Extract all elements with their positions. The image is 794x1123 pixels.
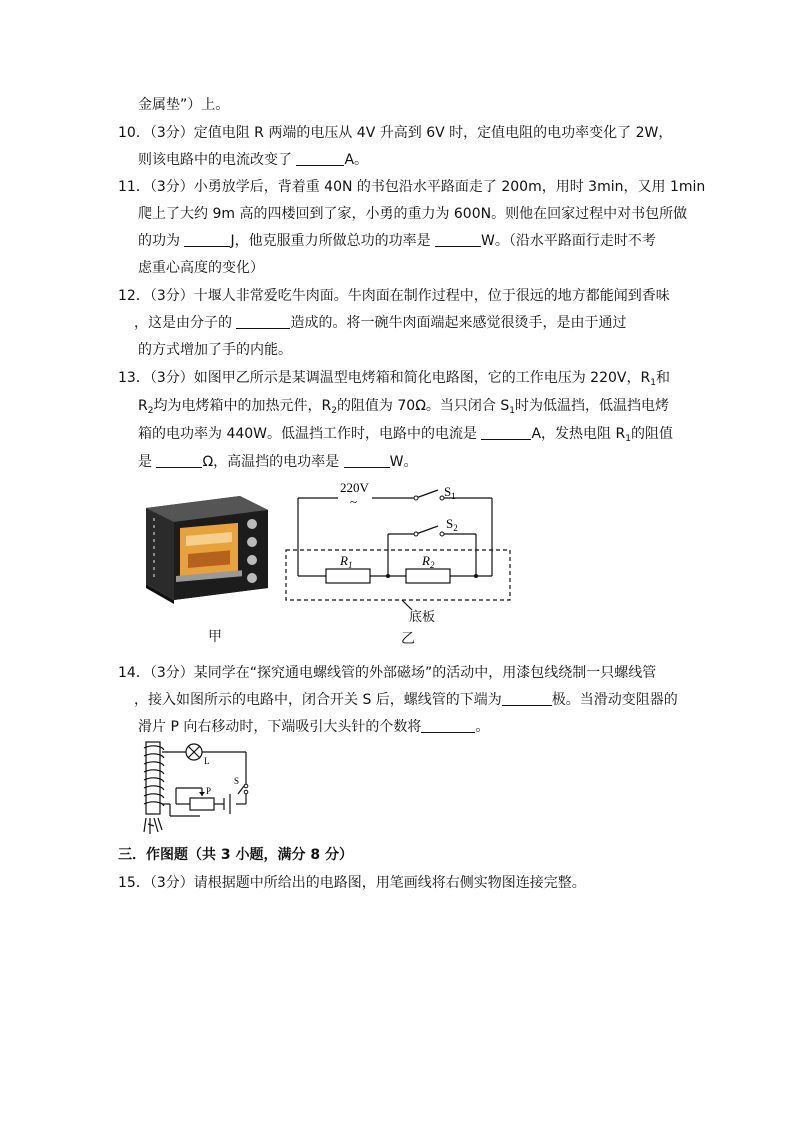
answer-blank[interactable] <box>502 691 552 706</box>
q14-text-1: 某同学在“探究通电螺线管的外部磁场”的活动中，用漆包线绕制一只螺线管 <box>193 665 657 681</box>
q13-line-1 <box>118 369 670 392</box>
solenoid-circuit-diagram <box>140 738 258 838</box>
q13-line-4 <box>138 453 417 471</box>
question-number: 12．（3分） <box>118 288 194 304</box>
switch-s1-label: $S_1$ <box>444 484 456 501</box>
q12-text-1: 十堰人非常爱吃牛肉面。牛肉面在制作过程中，位于很远的地方都能闻到香味 <box>193 288 670 304</box>
answer-blank[interactable] <box>156 453 202 468</box>
subscript: 2 <box>147 406 154 416</box>
q14-text-3b: 。 <box>475 719 490 735</box>
q14-line-2 <box>134 691 678 709</box>
oven-circuit-diagram <box>280 478 520 618</box>
q11-text-3b: J，他克服重力所做总功的功率是 <box>230 233 436 249</box>
section-3-heading: 三．作图题（共 3 小题，满分 8 分） <box>118 847 353 863</box>
q10-text-2a: 则该电路中的电流改变了 <box>138 152 297 168</box>
answer-blank[interactable] <box>421 718 475 733</box>
q13-text-1b: 和 <box>655 370 670 386</box>
subscript: 1 <box>625 434 631 444</box>
q11-line-2: 爬上了大约 9m 高的四楼回到了家，小勇的重力为 600N。则他在回家过程中对书包所做 <box>138 206 688 222</box>
q10-line-1 <box>118 124 672 142</box>
question-number: 13．（3分） <box>118 370 194 386</box>
q12-text-2a: ，这是由分子的 <box>134 315 237 331</box>
q13-text-2b: 均为电烤箱中的加热元件，R <box>153 398 332 414</box>
switch-label: S <box>234 776 240 786</box>
answer-blank[interactable] <box>344 453 390 468</box>
q14-text-2b: 极。当滑动变阻器的 <box>551 692 678 708</box>
q12-text-2b: 造成的。将一碗牛肉面端起来感觉很烫手，是由于通过 <box>290 315 627 331</box>
q10-line-2 <box>138 151 368 169</box>
q13-text-3c: 的阻值 <box>630 426 673 442</box>
q13-text-2c: 的阻值为 70Ω。当只闭合 S <box>336 398 510 414</box>
answer-blank[interactable] <box>435 232 481 247</box>
answer-blank[interactable] <box>481 425 531 440</box>
q11-text-1: 小勇放学后，背着重 40N 的书包沿水平路面走了 200m，用时 3min，又用 1min <box>193 179 706 195</box>
q12-line-3: 的方式增加了手的内能。 <box>138 342 292 358</box>
figure-label-yi: 乙 <box>401 631 415 647</box>
base-plate-label: 底板 <box>409 610 436 625</box>
resistor-r2-label: $R_2$ <box>422 553 435 570</box>
oven-image <box>140 488 274 606</box>
q12-line-1 <box>118 287 670 305</box>
q11-line-3 <box>138 232 656 250</box>
q13-text-2a: R <box>138 398 148 414</box>
question-number: 14．（3分） <box>118 665 194 681</box>
answer-blank[interactable] <box>184 232 230 247</box>
question-number: 15．（3分） <box>118 875 194 891</box>
q13-text-3a: 箱的电功率为 440W。低温挡工作时，电路中的电流是 <box>138 426 482 442</box>
subscript: 1 <box>650 378 656 388</box>
ac-symbol: ~ <box>350 494 358 509</box>
resistor-r1-label: $R_1$ <box>340 553 353 570</box>
q13-line-3 <box>138 425 673 448</box>
q10-text-2b: A。 <box>344 152 369 168</box>
answer-blank[interactable] <box>236 314 290 329</box>
subscript: 1 <box>509 406 515 416</box>
q13-line-2 <box>138 397 669 420</box>
subscript: 2 <box>331 406 337 416</box>
question-number: 11．（3分） <box>118 179 194 195</box>
q15-line-1 <box>118 874 586 892</box>
q14-text-2a: ，接入如图所示的电路中，闭合开关 S 后，螺线管的下端为 <box>134 692 502 708</box>
q13-text-1a: 如图甲乙所示是某调温型电烤箱和简化电路图，它的工作电压为 220V，R <box>193 370 651 386</box>
q13-text-3b: A，发热电阻 R <box>531 426 626 442</box>
q14-line-3 <box>138 718 489 736</box>
q14-text-3a: 滑片 P 向右移动时，下端吸引大头针的个数将 <box>138 719 422 735</box>
q15-text-1: 请根据题中所给出的电路图，用笔画线将右侧实物图连接完整。 <box>193 875 586 891</box>
q13-text-4b: Ω，高温挡的电功率是 <box>202 454 344 470</box>
voltage-label: 220V <box>340 480 369 495</box>
continuation-text: 金属垫”）上。 <box>138 97 230 113</box>
lamp-label: L <box>204 756 210 766</box>
q12-line-2 <box>134 314 626 332</box>
switch-s2-label: $S_2$ <box>446 516 458 533</box>
answer-blank[interactable] <box>296 151 344 166</box>
q11-text-3a: 的功为 <box>138 233 185 249</box>
q11-line-1 <box>118 178 705 196</box>
figure-label-jia: 甲 <box>208 629 222 645</box>
q14-line-1 <box>118 664 656 682</box>
q11-text-3c: W。（沿水平路面行走时不考 <box>481 233 656 249</box>
q13-text-2d: 时为低温挡，低温挡电烤 <box>514 398 669 414</box>
q13-text-4a: 是 <box>138 454 157 470</box>
q10-text-1: 定值电阻 R 两端的电压从 4V 升高到 6V 时，定值电阻的电功率变化了 2W， <box>193 125 673 141</box>
q13-text-4c: W。 <box>389 454 418 470</box>
q11-line-4: 虑重心高度的变化） <box>138 260 264 276</box>
question-number: 10．（3分） <box>118 125 194 141</box>
slider-label: P <box>206 786 212 796</box>
